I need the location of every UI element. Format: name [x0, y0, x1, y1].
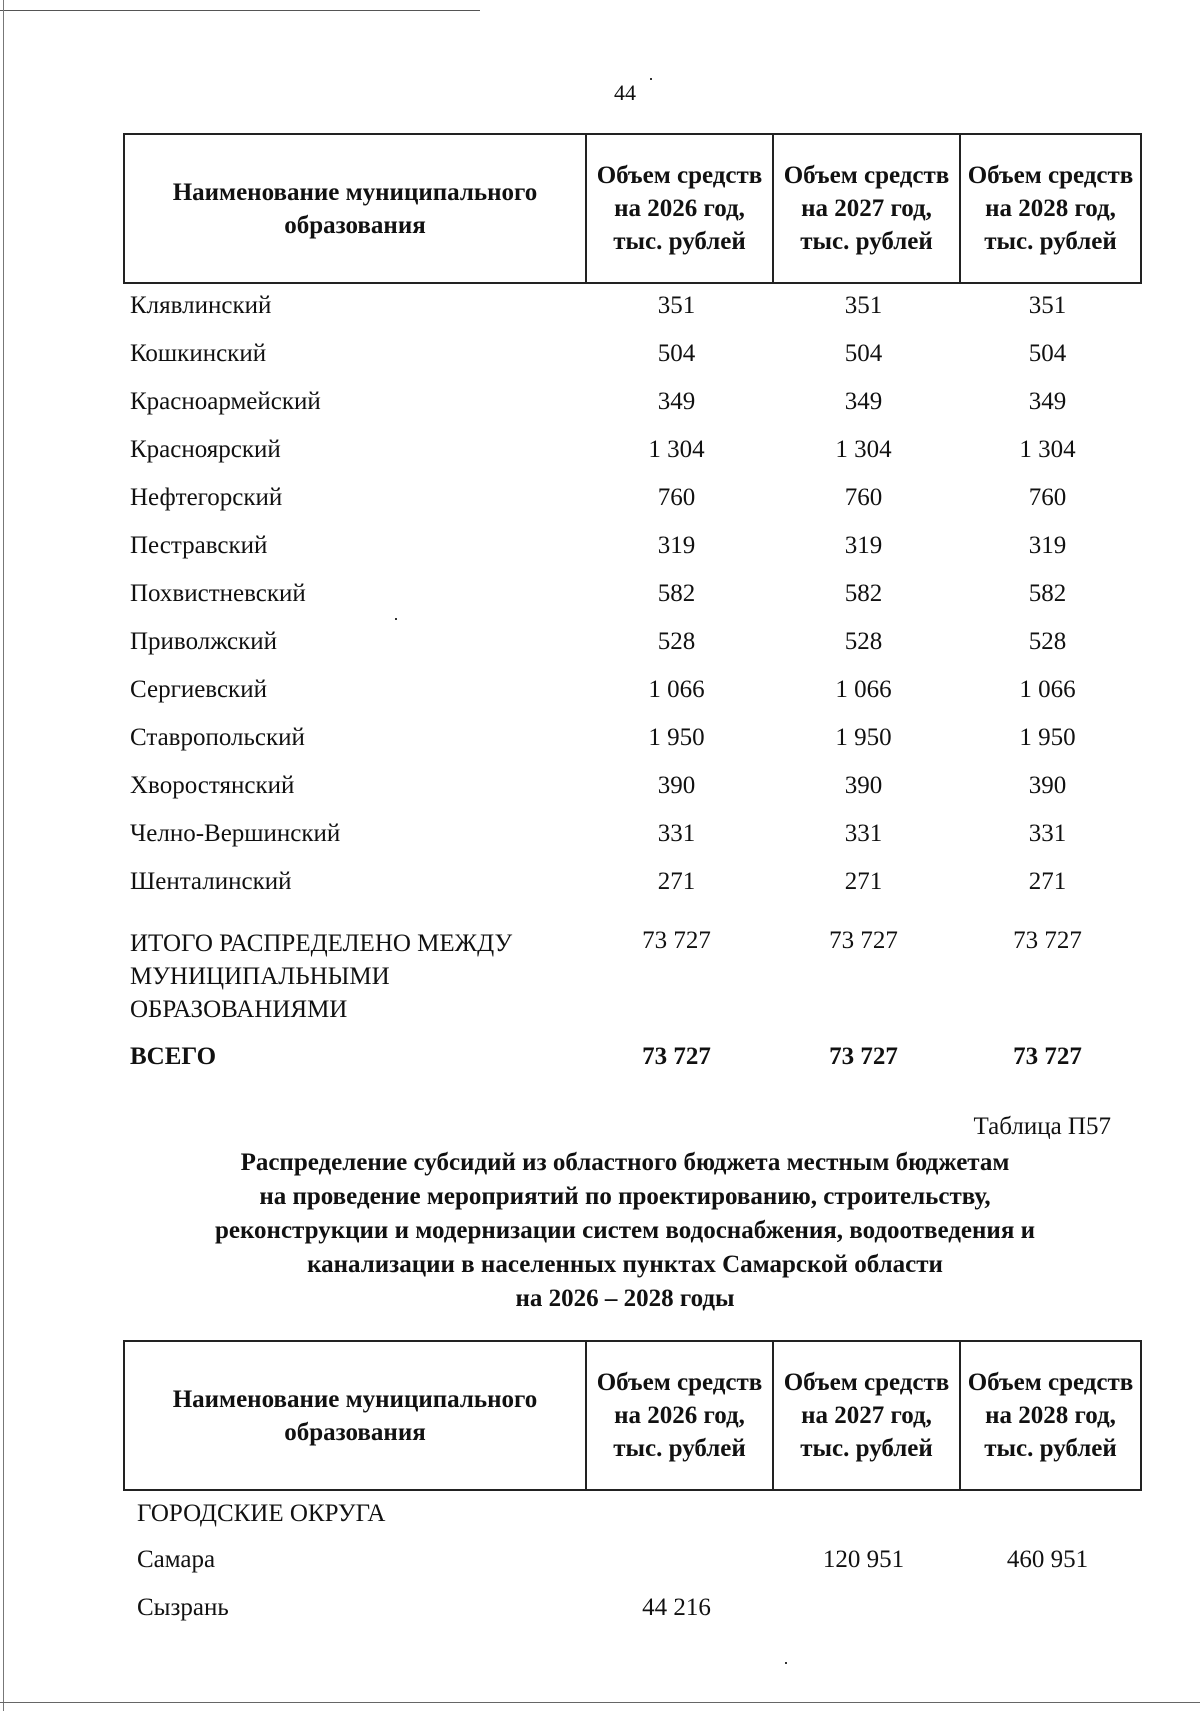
subtotal-label-line2: МУНИЦИПАЛЬНЫМИ — [130, 963, 390, 990]
table-title-line1: Распределение субсидий из областного бюджета местным бюджетам — [240, 1149, 1010, 1176]
table-title — [150, 1146, 1100, 1316]
section-heading-row — [137, 1500, 1149, 1528]
table2-header-2026: Объем средств на 2026 год, тыс. рублей — [585, 1342, 772, 1489]
value-2028: 504 — [1028, 340, 1067, 367]
value-2028: 460 951 — [1006, 1546, 1089, 1573]
scan-edge-left — [3, 0, 4, 1711]
scan-speck — [785, 1662, 787, 1664]
table-row — [130, 676, 1142, 704]
value-2026: 349 — [657, 388, 696, 415]
table-row — [130, 340, 1142, 368]
value-2028: 582 — [1028, 580, 1067, 607]
table-row — [130, 820, 1142, 848]
table-row — [130, 580, 1142, 608]
table-row — [130, 388, 1142, 416]
value-2026: 582 — [657, 580, 696, 607]
value-2028: 1 950 — [1019, 724, 1076, 751]
subtotal-2027: 73 727 — [829, 927, 898, 954]
table1-header-2027: Объем средств на 2027 год, тыс. рублей — [772, 135, 959, 282]
table1-header — [123, 133, 1142, 284]
value-2026: 331 — [657, 820, 696, 847]
value-2028: 528 — [1028, 628, 1067, 655]
value-2026: 390 — [657, 772, 696, 799]
page-number: 44 — [614, 80, 636, 105]
total-2028: 73 727 — [1013, 1043, 1082, 1070]
value-2027: 319 — [844, 532, 883, 559]
value-2028: 351 — [1028, 292, 1067, 319]
municipality-name: Ставропольский — [130, 724, 305, 751]
value-2026: 351 — [657, 292, 696, 319]
municipality-name: Похвистневский — [130, 580, 306, 607]
municipality-name: Шенталинский — [130, 868, 292, 895]
value-2026: 1 066 — [648, 676, 705, 703]
value-2027: 582 — [844, 580, 883, 607]
scan-edge-bottom — [0, 1702, 1200, 1703]
municipality-name: Кошкинский — [130, 340, 267, 367]
value-2028: 331 — [1028, 820, 1067, 847]
municipality-name: Сызрань — [137, 1594, 229, 1621]
table-row — [130, 292, 1142, 320]
value-2028: 1 304 — [1019, 436, 1076, 463]
value-2028 — [957, 1594, 1138, 1622]
table-row — [137, 1546, 1149, 1574]
value-2027: 1 950 — [835, 724, 892, 751]
table-row — [130, 436, 1142, 464]
value-2026: 528 — [657, 628, 696, 655]
table1-header-name: Наименование муниципального образования — [172, 178, 538, 239]
table-row — [130, 724, 1142, 752]
value-2026: 1 950 — [648, 724, 705, 751]
table-row — [130, 628, 1142, 656]
table1-header-2026: Объем средств на 2026 год, тыс. рублей — [585, 135, 772, 282]
scan-edge-top — [0, 10, 480, 11]
table-row — [130, 484, 1142, 512]
municipality-name: Клявлинский — [130, 292, 272, 319]
municipality-name: Приволжский — [130, 628, 278, 655]
value-2026: 319 — [657, 532, 696, 559]
total-row — [130, 1043, 1142, 1071]
value-2027: 1 066 — [835, 676, 892, 703]
table2-header — [123, 1340, 1142, 1491]
value-2027: 1 304 — [835, 436, 892, 463]
table-row — [137, 1594, 1149, 1622]
table-title-line3: реконструкции и модернизации систем водоснабжения, водоотведения и — [214, 1217, 1036, 1244]
municipality-name: Пестравский — [130, 532, 268, 559]
total-2027: 73 727 — [829, 1043, 898, 1070]
value-2027: 351 — [844, 292, 883, 319]
table-row — [130, 772, 1142, 800]
subtotal-2026: 73 727 — [642, 927, 711, 954]
value-2027: 760 — [844, 484, 883, 511]
municipality-name: Челно-Вершинский — [130, 820, 341, 847]
municipality-name: Самара — [137, 1546, 216, 1573]
value-2028: 319 — [1028, 532, 1067, 559]
value-2026: 271 — [657, 868, 696, 895]
value-2027: 390 — [844, 772, 883, 799]
table-row — [130, 532, 1142, 560]
value-2026: 1 304 — [648, 436, 705, 463]
value-2028: 760 — [1028, 484, 1067, 511]
subtotal-label-line1: ИТОГО РАСПРЕДЕЛЕНО МЕЖДУ — [130, 930, 513, 957]
value-2027: 504 — [844, 340, 883, 367]
table2-header-2028: Объем средств на 2028 год, тыс. рублей — [959, 1342, 1140, 1489]
value-2027: 271 — [844, 868, 883, 895]
value-2028: 1 066 — [1019, 676, 1076, 703]
municipality-name: Красноярский — [130, 436, 281, 463]
total-label: ВСЕГО — [130, 1043, 217, 1070]
value-2027 — [770, 1594, 957, 1622]
table-row — [130, 868, 1142, 896]
table-title-line5: на 2026 – 2028 годы — [515, 1285, 735, 1312]
value-2027: 120 951 — [822, 1546, 905, 1573]
subtotal-label — [130, 927, 583, 1026]
table2-header-name: Наименование муниципального образования — [172, 1385, 538, 1446]
table1-header-2028: Объем средств на 2028 год, тыс. рублей — [959, 135, 1140, 282]
value-2026 — [583, 1546, 770, 1574]
subtotal-2028: 73 727 — [1013, 927, 1082, 954]
value-2027: 528 — [844, 628, 883, 655]
subtotal-label-line3: ОБРАЗОВАНИЯМИ — [130, 996, 348, 1023]
table-title-line4: канализации в населенных пунктах Самарской области — [307, 1251, 943, 1278]
subtotal-row — [130, 927, 1142, 1026]
table-number-label: Таблица П57 — [973, 1113, 1111, 1140]
value-2027: 349 — [844, 388, 883, 415]
municipality-name: Хворостянский — [130, 772, 295, 799]
municipality-name: Нефтегорский — [130, 484, 283, 511]
table2-header-2027: Объем средств на 2027 год, тыс. рублей — [772, 1342, 959, 1489]
value-2027: 331 — [844, 820, 883, 847]
value-2026: 504 — [657, 340, 696, 367]
municipality-name: Красноармейский — [130, 388, 321, 415]
municipality-name: Сергиевский — [130, 676, 267, 703]
value-2026: 44 216 — [642, 1594, 711, 1621]
scan-speck — [395, 618, 397, 620]
total-2026: 73 727 — [642, 1043, 711, 1070]
section-heading: ГОРОДСКИЕ ОКРУГА — [137, 1500, 386, 1527]
scan-speck — [650, 78, 652, 80]
value-2026: 760 — [657, 484, 696, 511]
value-2028: 390 — [1028, 772, 1067, 799]
value-2028: 349 — [1028, 388, 1067, 415]
value-2028: 271 — [1028, 868, 1067, 895]
table-title-line2: на проведение мероприятий по проектированию, строительству, — [259, 1183, 991, 1210]
